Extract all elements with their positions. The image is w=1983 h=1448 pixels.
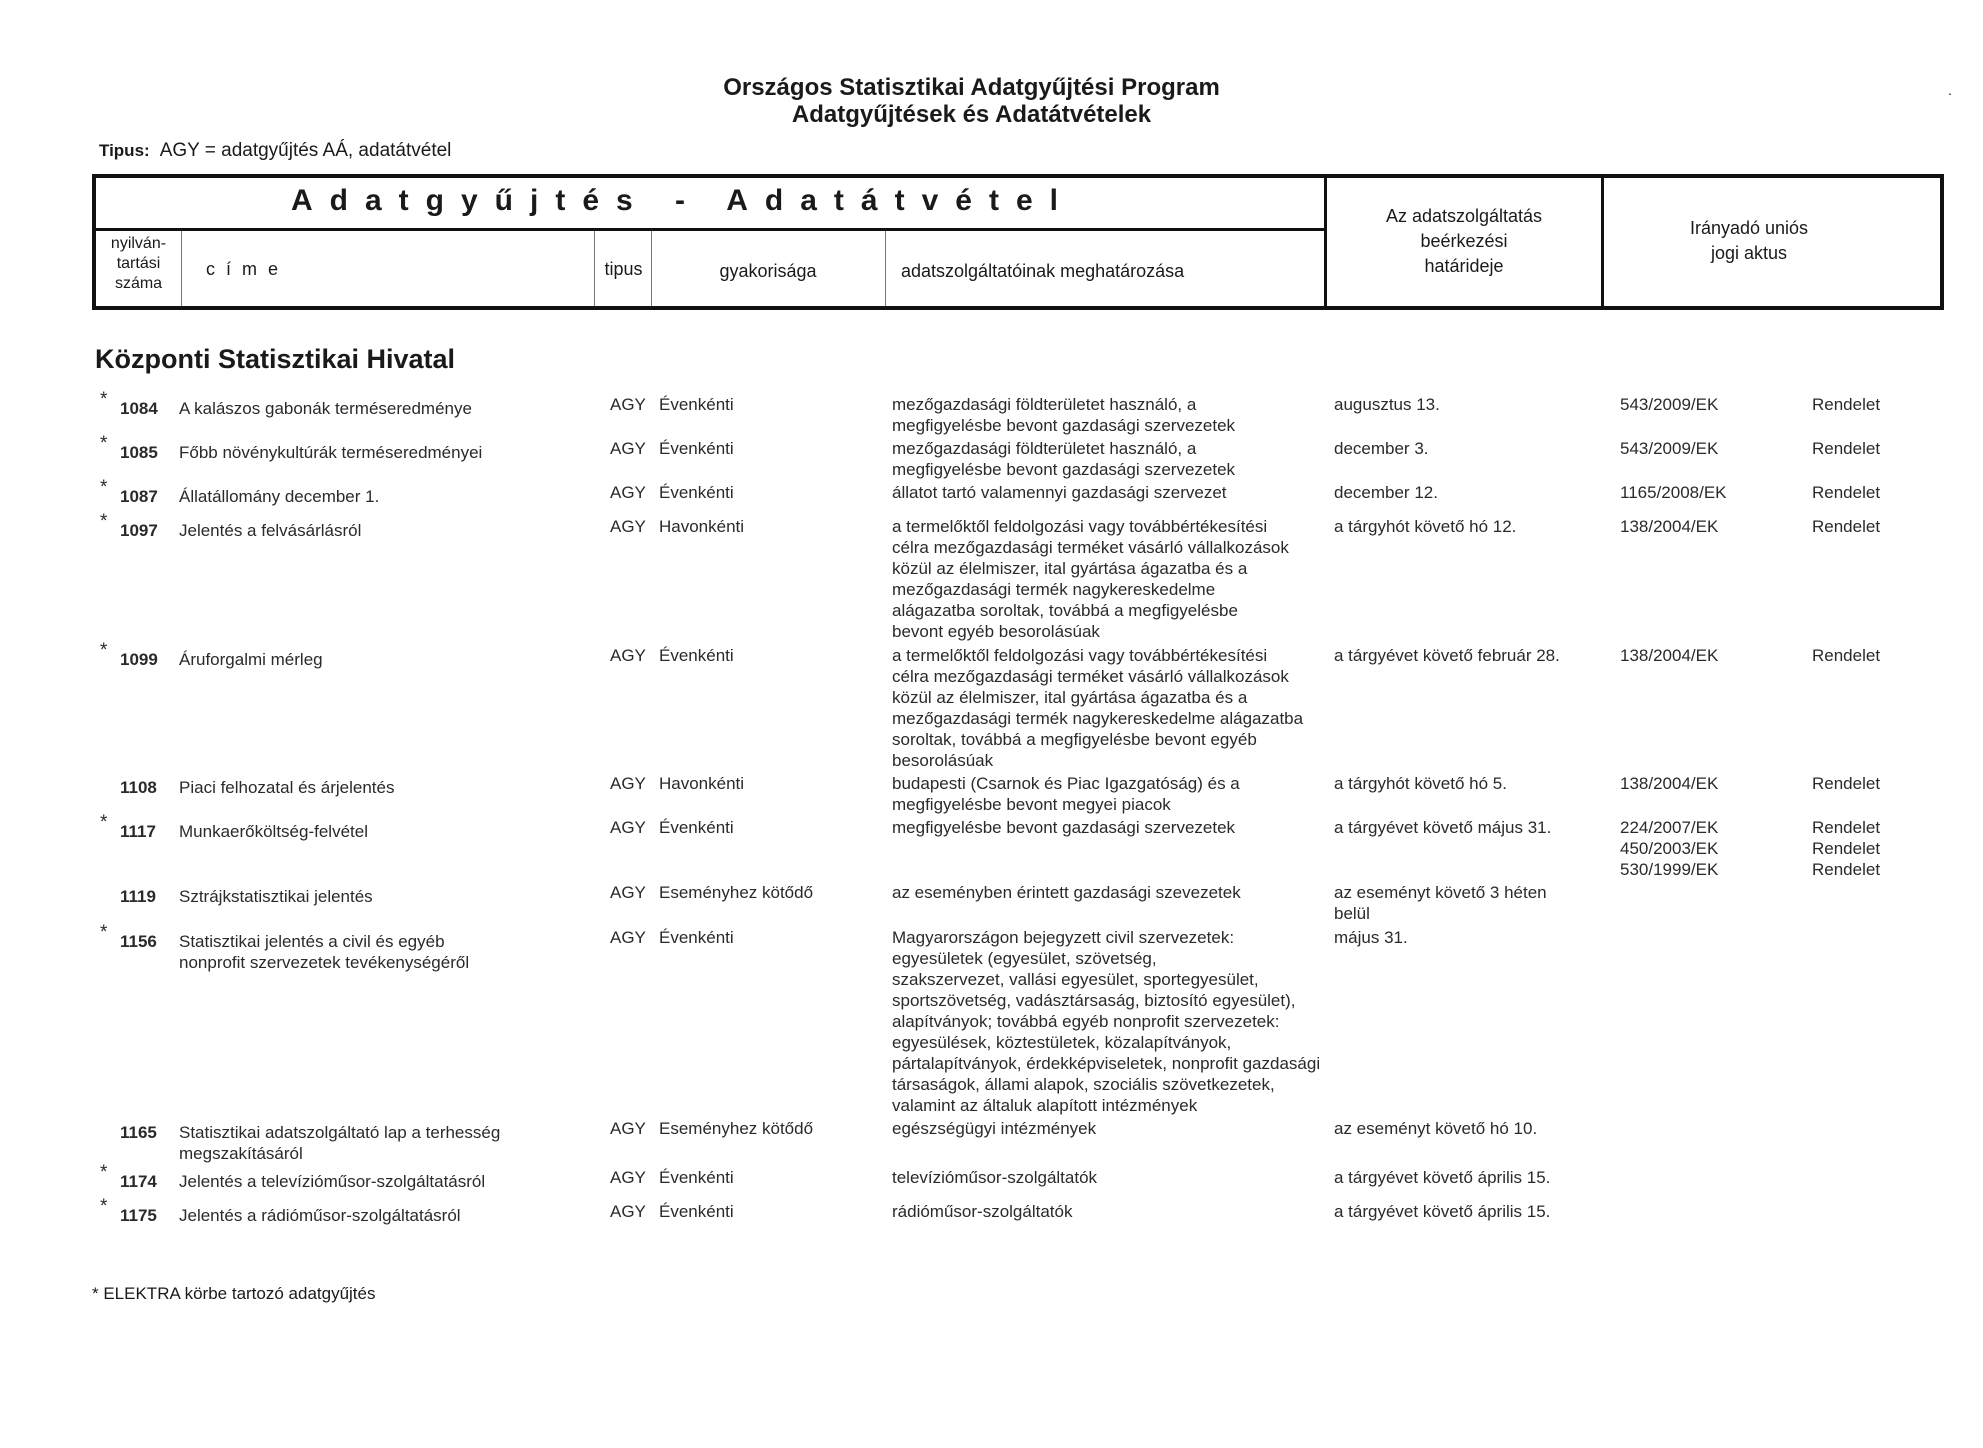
row-type: AGY bbox=[610, 774, 646, 793]
row-id-number: 1175 bbox=[120, 1206, 157, 1225]
row-title: A kalászos gabonák terméseredménye bbox=[179, 399, 472, 418]
row-eu-act: 224/2007/EK 450/2003/EK 530/1999/EK bbox=[1620, 818, 1719, 879]
header-id-column: nyilván- tartási száma bbox=[110, 235, 167, 292]
header-eu-act-column: Irányadó uniós jogi aktus bbox=[1689, 218, 1809, 263]
row-id-number: 1108 bbox=[120, 778, 157, 797]
footnote: * ELEKTRA körbe tartozó adatgyűjtés bbox=[92, 1284, 376, 1303]
row-type: AGY bbox=[610, 646, 646, 665]
row-type: AGY bbox=[610, 928, 646, 947]
row-type: AGY bbox=[610, 439, 646, 458]
row-type: AGY bbox=[610, 1202, 646, 1221]
row-deadline: augusztus 13. bbox=[1334, 395, 1440, 414]
row-act-kind: Rendelet bbox=[1812, 517, 1881, 536]
row-title: Állatállomány december 1. bbox=[179, 487, 380, 506]
row-providers: állatot tartó valamennyi gazdasági szervezet bbox=[892, 483, 1227, 502]
document-title-line2: Adatgyűjtések és Adatátvételek bbox=[791, 101, 1152, 128]
row-deadline: az eseményt követő 3 héten belül bbox=[1334, 883, 1547, 923]
header-deadline-column: Az adatszolgáltatás beérkezési határideje bbox=[1385, 206, 1543, 276]
row-title: Főbb növénykultúrák terméseredményei bbox=[179, 443, 483, 462]
row-deadline: május 31. bbox=[1334, 928, 1408, 947]
row-deadline: az eseményt követő hó 10. bbox=[1334, 1119, 1538, 1138]
header-providers-column: adatszolgáltatóinak meghatározása bbox=[901, 261, 1185, 281]
row-type: AGY bbox=[610, 883, 646, 902]
row-title: Statisztikai adatszolgáltató lap a terhesség megszakításáról bbox=[179, 1123, 501, 1163]
row-id-number: 1156 bbox=[120, 932, 157, 951]
document-title bbox=[0, 74, 1983, 128]
row-eu-act: 543/2009/EK bbox=[1620, 395, 1719, 414]
row-star-marker: * bbox=[100, 922, 108, 943]
row-frequency: Eseményhez kötődő bbox=[659, 883, 814, 902]
type-legend-label: Tipus: bbox=[99, 141, 150, 160]
row-type: AGY bbox=[610, 1119, 646, 1138]
row-eu-act: 543/2009/EK bbox=[1620, 439, 1719, 458]
row-id-number: 1084 bbox=[120, 399, 158, 418]
table-header bbox=[92, 174, 1944, 310]
row-providers: mezőgazdasági földterületet használó, a megfigyelésbe bevont gazdasági szervezetek bbox=[892, 439, 1236, 479]
row-title: Munkaerőköltség-felvétel bbox=[179, 822, 368, 841]
row-frequency: Évenkénti bbox=[659, 439, 734, 458]
row-frequency: Évenkénti bbox=[659, 1202, 734, 1221]
row-id-number: 1097 bbox=[120, 521, 158, 540]
row-act-kind: Rendelet bbox=[1812, 439, 1881, 458]
corner-mark: . bbox=[1948, 82, 1952, 98]
row-type: AGY bbox=[610, 818, 646, 837]
row-id-number: 1174 bbox=[120, 1172, 157, 1191]
row-star-marker: * bbox=[100, 812, 108, 833]
row-frequency: Évenkénti bbox=[659, 1168, 734, 1187]
row-type: AGY bbox=[610, 1168, 646, 1187]
row-id-number: 1087 bbox=[120, 487, 158, 506]
row-type: AGY bbox=[610, 517, 646, 536]
row-id-number: 1117 bbox=[120, 822, 156, 841]
document-title-line1: Országos Statisztikai Adatgyűjtési Program bbox=[723, 74, 1220, 101]
row-providers: Magyarországon bejegyzett civil szervezetek: egyesületek (egyesület, szövetség, szakszervezet, vallási egyesület, sportegyesület, sportszövetség, vadásztársaság, biztosító egyesület), alapítványok; továbbá egyéb nonprofit szervezetek: egyesülések, köztestületek, közalapítványok, pártalapítványok, érdekképviseletek, nonprofit gazdasági társaságok, állami alapok, szociális szövetkezetek, valamint az általuk alapított intézmények bbox=[892, 928, 1321, 1115]
header-divider bbox=[96, 228, 1325, 231]
row-providers: budapesti (Csarnok és Piac Igazgatóság) és a megfigyelésbe bevont megyei piacok bbox=[892, 774, 1240, 814]
row-id-number: 1119 bbox=[120, 887, 156, 906]
row-title: Jelentés a felvásárlásról bbox=[179, 521, 362, 540]
row-providers: televízióműsor-szolgáltatók bbox=[892, 1168, 1098, 1187]
row-providers: megfigyelésbe bevont gazdasági szervezetek bbox=[892, 818, 1236, 837]
row-id-number: 1085 bbox=[120, 443, 158, 462]
row-title: Jelentés a rádióműsor-szolgáltatásról bbox=[179, 1206, 461, 1225]
row-title: Sztrájkstatisztikai jelentés bbox=[179, 887, 373, 906]
row-eu-act: 138/2004/EK bbox=[1620, 774, 1719, 793]
row-deadline: december 3. bbox=[1334, 439, 1429, 458]
header-col-rule bbox=[651, 231, 652, 306]
row-frequency: Évenkénti bbox=[659, 395, 734, 414]
header-title-column: c í m e bbox=[206, 259, 282, 279]
row-act-kind: Rendelet bbox=[1812, 774, 1881, 793]
row-act-kind: Rendelet bbox=[1812, 395, 1881, 414]
row-eu-act: 1165/2008/EK bbox=[1620, 483, 1727, 502]
row-title: Jelentés a televízióműsor-szolgáltatásról bbox=[179, 1172, 486, 1191]
row-deadline: a tárgyhót követő hó 12. bbox=[1334, 517, 1517, 536]
row-act-kind: Rendelet Rendelet Rendelet bbox=[1812, 818, 1881, 879]
row-title: Piaci felhozatal és árjelentés bbox=[179, 778, 395, 797]
row-star-marker: * bbox=[100, 511, 108, 532]
row-frequency: Évenkénti bbox=[659, 646, 734, 665]
row-type: AGY bbox=[610, 483, 646, 502]
row-frequency: Évenkénti bbox=[659, 928, 734, 947]
row-deadline: a tárgyévet követő április 15. bbox=[1334, 1168, 1551, 1187]
row-type: AGY bbox=[610, 395, 646, 414]
row-star-marker: * bbox=[100, 640, 108, 661]
row-star-marker: * bbox=[100, 433, 108, 454]
row-id-number: 1165 bbox=[120, 1123, 157, 1142]
row-eu-act: 138/2004/EK bbox=[1620, 646, 1719, 665]
row-deadline: a tárgyhót követő hó 5. bbox=[1334, 774, 1507, 793]
row-providers: a termelőktől feldolgozási vagy továbbértékesítési célra mezőgazdasági terméket vásárló vállalkozások közül az élelmiszer, ital gyártása ágazatba és a mezőgazdasági termék nagykereskedelme alágazatba soroltak, továbbá a megfigyelésbe bevont egyéb besorolásúak bbox=[892, 646, 1304, 770]
row-providers: az eseményben érintett gazdasági szevezetek bbox=[892, 883, 1241, 902]
header-col-rule bbox=[885, 231, 886, 306]
row-deadline: december 12. bbox=[1334, 483, 1438, 502]
header-col-rule bbox=[594, 231, 595, 306]
row-frequency: Évenkénti bbox=[659, 483, 734, 502]
row-title: Statisztikai jelentés a civil és egyéb nonprofit szervezetek tevékenységéről bbox=[179, 932, 470, 972]
row-star-marker: * bbox=[100, 477, 108, 498]
header-col-rule bbox=[181, 231, 182, 306]
row-deadline: a tárgyévet követő május 31. bbox=[1334, 818, 1552, 837]
type-legend bbox=[99, 140, 451, 162]
row-frequency: Havonkénti bbox=[659, 517, 745, 536]
header-frequency-column: gyakorisága bbox=[719, 261, 817, 281]
row-act-kind: Rendelet bbox=[1812, 646, 1881, 665]
row-frequency: Havonkénti bbox=[659, 774, 745, 793]
row-eu-act: 138/2004/EK bbox=[1620, 517, 1719, 536]
row-deadline: a tárgyévet követő február 28. bbox=[1334, 646, 1560, 665]
row-id-number: 1099 bbox=[120, 650, 158, 669]
row-title: Áruforgalmi mérleg bbox=[179, 650, 323, 669]
header-banner: Adatgyűjtés - Adatátvétel bbox=[291, 184, 1075, 217]
row-deadline: a tárgyévet követő április 15. bbox=[1334, 1202, 1551, 1221]
organization-heading: Központi Statisztikai Hivatal bbox=[95, 344, 456, 374]
header-type-column: tipus bbox=[604, 259, 643, 279]
row-providers: a termelőktől feldolgozási vagy továbbértékesítési célra mezőgazdasági terméket vásárló vállalkozások közül az élelmiszer, ital gyártása ágazatba és a mezőgazdasági termék nagykereskedelme alágazatba soroltak, továbbá a megfigyelésbe bevont egyéb besorolásúak bbox=[892, 517, 1289, 641]
row-providers: egészségügyi intézmények bbox=[892, 1119, 1097, 1138]
row-star-marker: * bbox=[100, 389, 108, 410]
row-star-marker: * bbox=[100, 1196, 108, 1217]
type-legend-text: AGY = adatgyűjtés AÁ, adatátvétel bbox=[159, 140, 452, 161]
row-frequency: Eseményhez kötődő bbox=[659, 1119, 814, 1138]
row-providers: mezőgazdasági földterületet használó, a megfigyelésbe bevont gazdasági szervezetek bbox=[892, 395, 1236, 435]
row-star-marker: * bbox=[100, 1162, 108, 1183]
row-frequency: Évenkénti bbox=[659, 818, 734, 837]
row-act-kind: Rendelet bbox=[1812, 483, 1881, 502]
row-providers: rádióműsor-szolgáltatók bbox=[892, 1202, 1073, 1221]
